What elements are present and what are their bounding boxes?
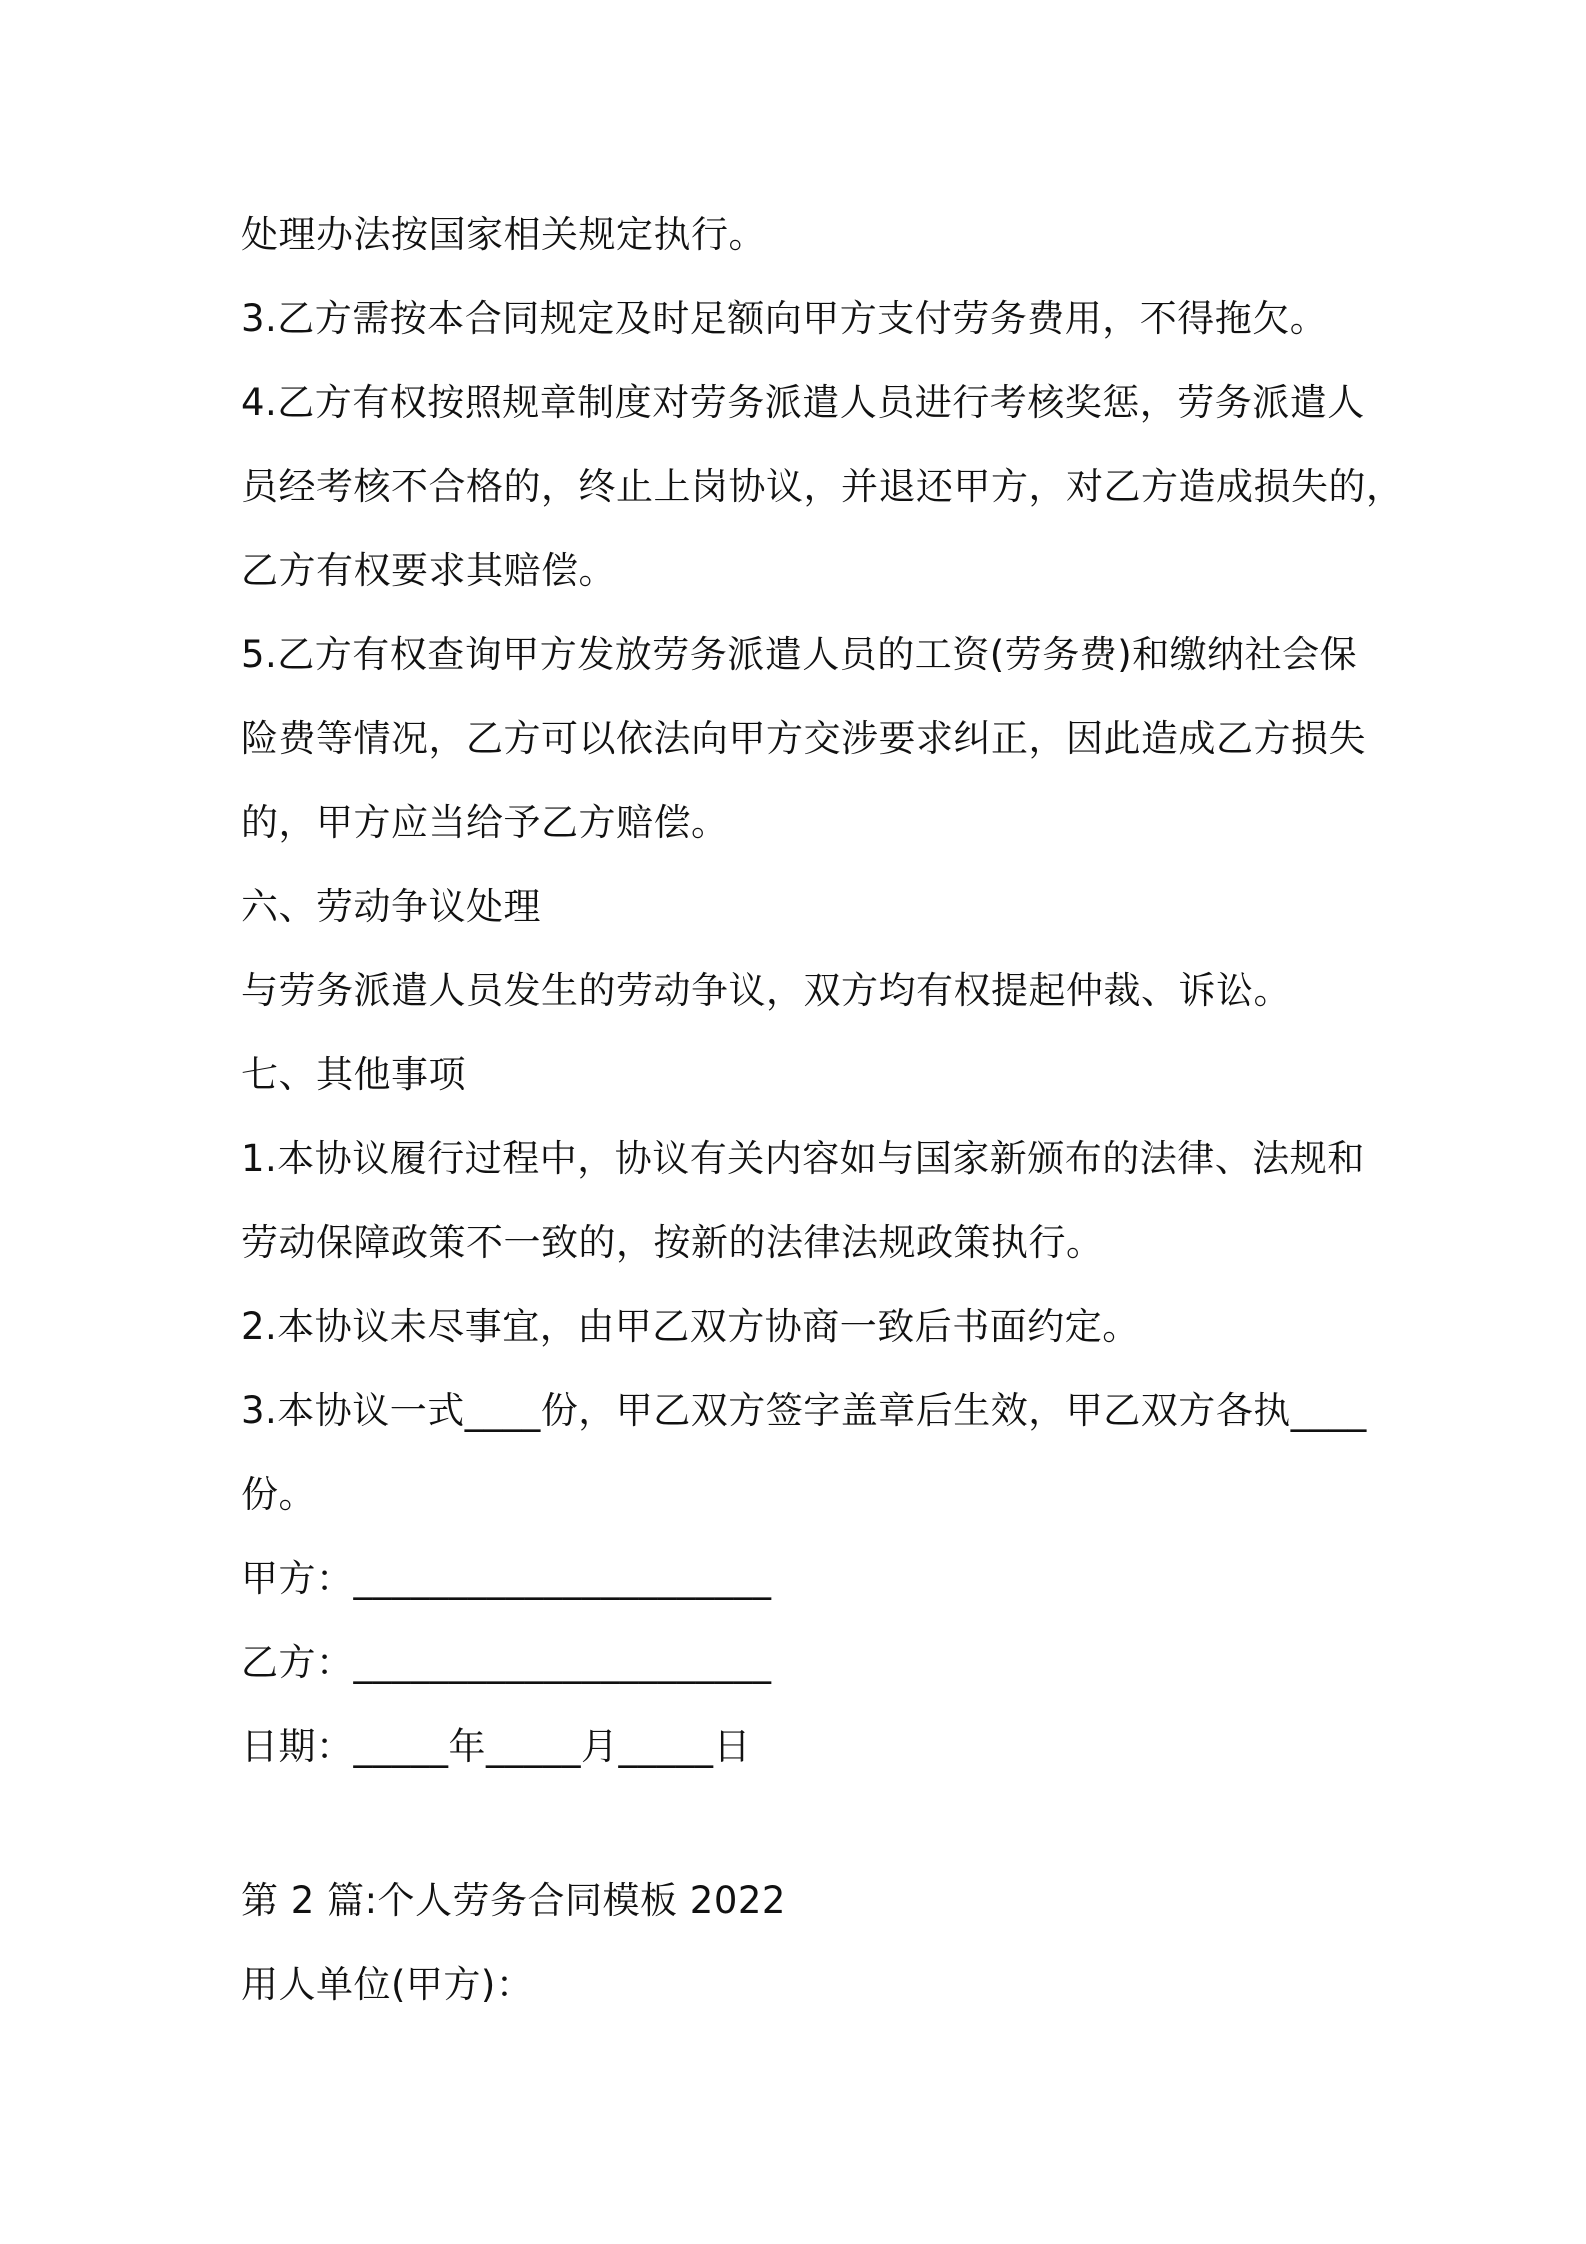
text-line: 3.乙方需按本合同规定及时足额向甲方支付劳务费用，不得拖欠。 [241,297,1328,340]
text-line: 与劳务派遣人员发生的劳动争议，双方均有权提起仲裁、诉讼。 [241,969,1291,1012]
text-line: 处理办法按国家相关规定执行。 [241,213,766,256]
text-line: 2.本协议未尽事宜，由甲乙双方协商一致后书面约定。 [241,1305,1140,1348]
section-gap [241,1789,1361,1859]
text-line: 员经考核不合格的，终止上岗协议，并退还甲方，对乙方造成损失的， [241,465,1404,508]
section-heading: 六、劳动争议处理 [241,885,541,928]
text-line: 4.乙方有权按照规章制度对劳务派遣人员进行考核奖惩，劳务派遣人 [241,381,1365,424]
text-line: 险费等情况，乙方可以依法向甲方交涉要求纠正，因此造成乙方损失 [241,717,1366,760]
signature-line-party-b: 乙方：______________________ [241,1641,772,1684]
date-line: 日期：_____年_____月_____日 [241,1725,751,1768]
text-line: 3.本协议一式____份，甲乙双方签字盖章后生效，甲乙双方各执____ [241,1389,1367,1432]
text-line: 的，甲方应当给予乙方赔偿。 [241,801,729,844]
document-body [241,193,1404,2027]
text-line: 5.乙方有权查询甲方发放劳务派遣人员的工资(劳务费)和缴纳社会保 [241,633,1358,676]
chapter-title: 第 2 篇:个人劳务合同模板 2022 [241,1879,786,1922]
text-line: 份。 [241,1473,316,1516]
signature-line-party-a: 甲方：______________________ [241,1557,772,1600]
text-line: 用人单位(甲方)： [241,1963,534,2006]
text-line: 1.本协议履行过程中，协议有关内容如与国家新颁布的法律、法规和 [241,1137,1365,1180]
text-line: 乙方有权要求其赔偿。 [241,549,616,592]
section-heading: 七、其他事项 [241,1053,466,1096]
text-line: 劳动保障政策不一致的，按新的法律法规政策执行。 [241,1221,1104,1264]
